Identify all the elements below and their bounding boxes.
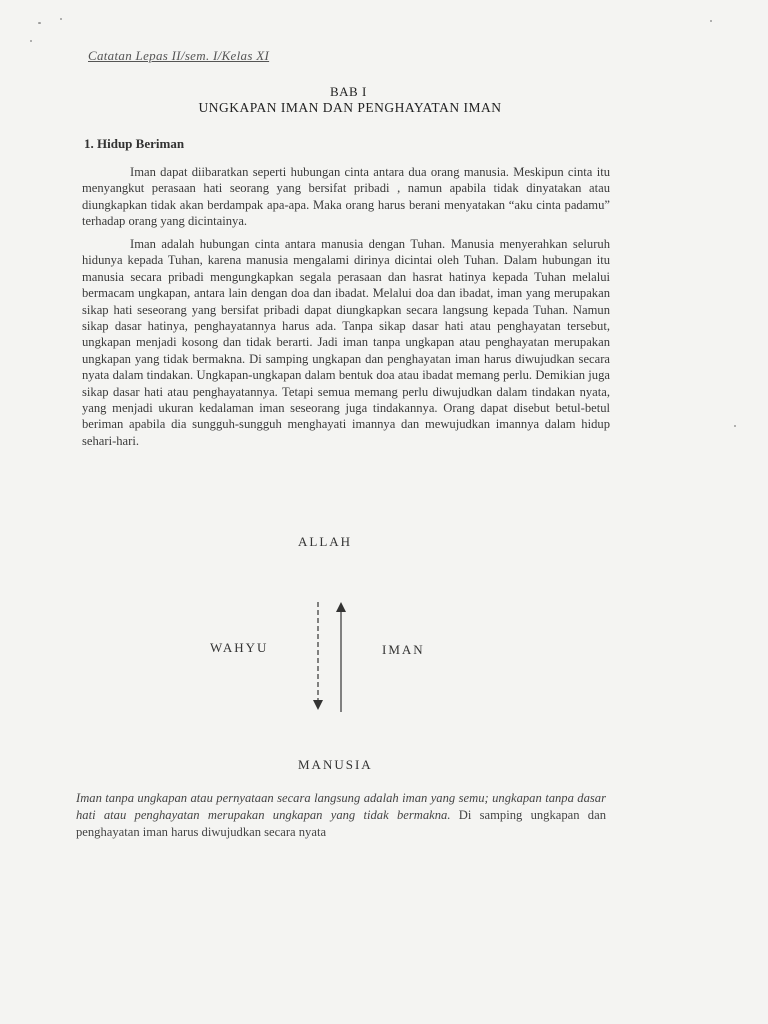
closing-paragraph	[76, 790, 606, 841]
paragraph-1	[82, 164, 610, 230]
chapter-title: UNGKAPAN IMAN DAN PENGHAYATAN IMAN	[198, 100, 502, 115]
diagram-label-manusia: MANUSIA	[298, 757, 373, 772]
diagram-arrows	[300, 598, 360, 716]
down-arrow-icon	[313, 602, 323, 710]
scan-speck	[60, 18, 62, 20]
scan-speck	[30, 40, 32, 42]
header-note: Catatan Lepas II/sem. I/Kelas XI	[88, 48, 270, 63]
diagram-label-wahyu: WAHYU	[210, 640, 269, 655]
chapter-label: BAB I	[330, 84, 367, 99]
paragraph-2	[82, 236, 610, 449]
paragraph-text: Iman adalah hubungan cinta antara manusia dengan Tuhan. Manusia menyerahkan seluruh hidunya kepada Tuhan, karena manusia mengalami dirinya dicintai oleh Tuhan. Dalam hubungan itu manusia secara pribadi mengungkapkan segala perasaan dan hasrat hatinya kepada Tuhan melalui bermacam ungkapan, antara lain dengan doa dan ibadat. Melalui doa dan ibadat, iman yang merupakan sikap hati seseorang yang bersifat pribadi dapat diungkapkan secara langsung kepada Tuhan. Namun sikap dasar hatinya, penghayatannya harus ada. Tanpa sikap dasar hati atau penghayatan tersebut, ungkapan menjadi kosong dan tidak berarti. Jadi iman tanpa ungkapan atau penghayatan merupakan ungkapan yang tidak bermakna. Di samping ungkapan dan penghayatan iman harus diwujudkan secara nyata dalam tindakan. Ungkapan-ungkapan dalam bentuk doa atau ibadat memang perlu. Demikian juga sikap dasar hati atau penghayatannya. Tetapi semua memang perlu diwujudkan dalam tindakan nyata, yang menjadi ukuran kedalaman iman seseorang juga tindakannya. Orang dapat disebut betul-betul beriman apabila dia sungguh-sungguh menghayati imannya dan mewujudkan imannya dalam hidup sehari-hari.	[82, 237, 610, 448]
scan-speck	[38, 22, 41, 24]
closing-normal-text: Di samping ungkapan dan penghayatan iman harus diwujudkan secara nyata	[76, 808, 606, 839]
section-heading: 1. Hidup Beriman	[84, 136, 185, 151]
closing-italic-text: Iman tanpa ungkapan atau pernyataan secara langsung adalah iman yang semu; ungkapan tanpa dasar hati atau penghayatan merupakan ungkapan yang tidak bermakna.	[76, 791, 606, 822]
diagram-label-iman: IMAN	[382, 642, 425, 657]
diagram-label-allah: ALLAH	[298, 534, 353, 549]
up-arrow-icon	[336, 602, 346, 712]
paragraph-text: Iman dapat diibaratkan seperti hubungan cinta antara dua orang manusia. Meskipun cinta itu menyangkut perasaan hati seorang yang bersifat pribadi , namun apabila tidak dinyatakan atau diungkapkan tidak akan berdampak apa-apa. Maka orang harus berani menyatakan “aku cinta padamu” terhadap orang yang dicintainya.	[82, 165, 610, 229]
scan-speck	[734, 425, 736, 427]
scan-speck	[710, 20, 712, 22]
